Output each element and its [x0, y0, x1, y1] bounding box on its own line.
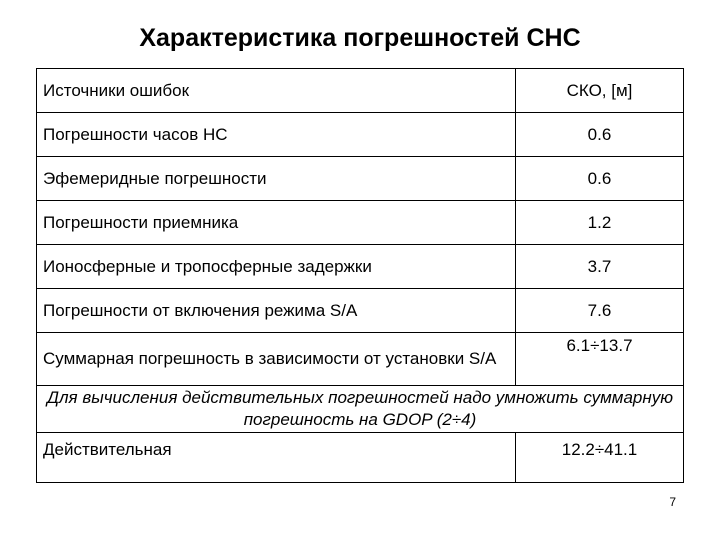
gdop-note-cell: Для вычисления действительных погрешностей надо умножить суммарную погрешность на GDOP (2÷4) [37, 386, 684, 433]
error-value-cell: 0.6 [516, 157, 684, 201]
table-header-row [37, 69, 684, 113]
table-row [37, 289, 684, 333]
table-final-row [37, 433, 684, 483]
error-value-cell: 1.2 [516, 201, 684, 245]
table-note-row [37, 386, 684, 433]
table-row [37, 333, 684, 386]
error-source-cell: Погрешности приемника [37, 201, 516, 245]
header-source-cell: Источники ошибок [37, 69, 516, 113]
error-value-cell: 7.6 [516, 289, 684, 333]
table-row [37, 157, 684, 201]
error-value-cell: 6.1÷13.7 [516, 333, 684, 386]
slide-title: Характеристика погрешностей СНС [139, 24, 581, 52]
error-source-cell: Погрешности часов НС [37, 113, 516, 157]
header-value-cell: СКО, [м] [516, 69, 684, 113]
table-row [37, 113, 684, 157]
actual-error-label-cell: Действительная [37, 433, 516, 483]
actual-error-value-cell: 12.2÷41.1 [516, 433, 684, 483]
error-source-cell: Эфемеридные погрешности [37, 157, 516, 201]
page-number: 7 [669, 495, 676, 509]
error-source-cell: Суммарная погрешность в зависимости от установки S/A [37, 333, 516, 386]
error-source-cell: Погрешности от включения режима S/A [37, 289, 516, 333]
error-characteristics-table [36, 68, 684, 483]
error-source-cell: Ионосферные и тропосферные задержки [37, 245, 516, 289]
error-value-cell: 0.6 [516, 113, 684, 157]
table-row [37, 245, 684, 289]
error-value-cell: 3.7 [516, 245, 684, 289]
table-row [37, 201, 684, 245]
